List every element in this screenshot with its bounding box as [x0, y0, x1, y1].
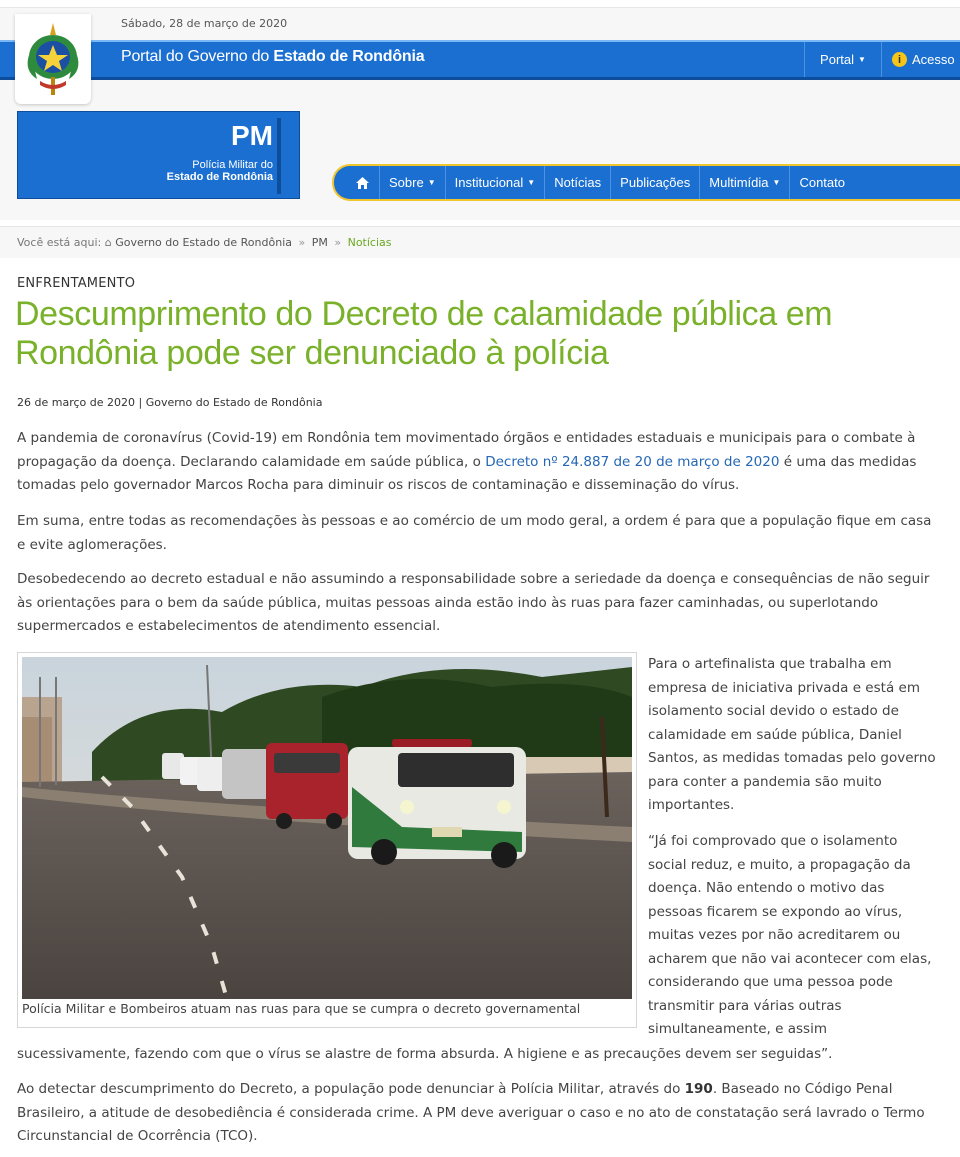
article-paragraph-4: sucessivamente, fazendo com que o vírus se alastre de forma absurda. A higiene e as precauções devem ser seguidas”.: [17, 1046, 833, 1062]
nav-item-contato[interactable]: [790, 166, 854, 199]
breadcrumb-separator: »: [334, 236, 342, 249]
nav-item-label: Sobre: [389, 175, 424, 190]
state-emblem[interactable]: [15, 14, 91, 104]
article-paragraph-3: Desobedecendo ao decreto estadual e não assumindo a responsabilidade sobre a seriedade da doença e consequências de não seguir às orientações para o bem da saúde pública, muitas pessoas ainda estão indo às ruas para fazer caminhadas, ou superlotando supermercados e estabelecimentos de atendimento essencial.: [17, 571, 930, 634]
paragraph-text: é uma das medidas tomadas pelo governador Marcos Rocha para diminuir os riscos de contaminação e disseminação do vírus.: [17, 453, 917, 493]
nav-item-institucional[interactable]: [446, 166, 546, 199]
portal-title-prefix: Portal do Governo do: [121, 48, 274, 65]
acesso-label: Acesso: [912, 52, 955, 67]
breadcrumb-home-link[interactable]: Governo do Estado de Rondônia: [115, 236, 292, 249]
pm-logo-abbr: PM: [231, 120, 273, 151]
nav-item-sobre[interactable]: [380, 166, 446, 199]
info-icon: i: [892, 52, 907, 67]
breadcrumb-prefix: Você está aqui:: [17, 236, 102, 249]
portal-title[interactable]: [121, 48, 424, 66]
decree-link[interactable]: Decreto nº 24.887 de 20 de março de 2020: [485, 453, 780, 470]
chevron-down-icon: ▼: [772, 178, 781, 187]
article-paragraph-5: [17, 1078, 937, 1149]
breadcrumb-pm-link[interactable]: PM: [311, 236, 328, 249]
portal-menu-label: Portal: [820, 52, 855, 67]
article-figure: [17, 652, 637, 1028]
nav-item-label: Notícias: [554, 175, 602, 190]
breadcrumb: [17, 236, 392, 249]
coat-of-arms-icon: [22, 19, 84, 99]
chevron-down-icon: ▼: [858, 55, 866, 64]
nav-home[interactable]: [334, 166, 380, 199]
pm-logo-name: [167, 159, 273, 183]
main-navigation: [332, 164, 960, 201]
nav-item-noticias[interactable]: [545, 166, 611, 199]
chevron-down-icon: ▼: [527, 178, 536, 187]
police-vehicles-photo[interactable]: [22, 657, 632, 999]
nav-item-label: Publicações: [620, 175, 691, 190]
paragraph-text: Ao detectar descumprimento do Decreto, a população pode denunciar à Polícia Militar, através do: [17, 1081, 685, 1097]
pm-logo-line2: Estado de Rondônia: [166, 171, 273, 183]
emergency-number: 190: [684, 1081, 713, 1097]
nav-item-publicacoes[interactable]: [611, 166, 700, 199]
paragraph-text: . Baseado no Código Penal Brasileiro, a atitude de desobediência é considerada crime. A PM deve averiguar o caso e no ato de constatação será lavrado o Termo Circunstancial de Ocorrência (TCO).: [17, 1081, 925, 1144]
pm-logo-bar: [277, 118, 281, 194]
pm-logo[interactable]: [17, 111, 300, 199]
figure-caption: Polícia Militar e Bombeiros atuam nas ruas para que se cumpra o decreto governamental: [22, 1001, 581, 1016]
article-side-paragraph-1: Para o artefinalista que trabalha em empresa de iniciativa privada e está em isolamento social devido o estado de calamidade em saúde pública, Daniel Santos, as medidas tomadas pelo governo para conter a pandemia são muito importantes.: [648, 656, 936, 813]
top-edge: [0, 0, 960, 8]
breadcrumb-current[interactable]: Notícias: [347, 236, 392, 249]
portal-menu-button[interactable]: [804, 42, 882, 77]
portal-title-state: Estado de Rondônia: [273, 48, 425, 65]
article-paragraph-1: [17, 427, 937, 498]
article-title: Descumprimento do Decreto de calamidade pública em Rondônia pode ser denunciado à polícia: [15, 295, 833, 372]
nav-item-multimidia[interactable]: [700, 166, 790, 199]
article-paragraph-2: Em suma, entre todas as recomendações às pessoas e ao comércio de um modo geral, a ordem é para que a população fique em casa e evite aglomerações.: [17, 513, 932, 553]
article-meta: 26 de março de 2020 | Governo do Estado de Rondônia: [17, 396, 323, 409]
header-date: Sábado, 28 de março de 2020: [121, 17, 288, 30]
breadcrumb-separator: »: [298, 236, 306, 249]
home-icon: [356, 177, 369, 189]
home-icon: ⌂: [104, 236, 112, 249]
nav-item-label: Contato: [799, 175, 845, 190]
article-kicker: ENFRENTAMENTO: [17, 276, 136, 291]
pm-logo-line1: Polícia Militar do: [192, 159, 273, 171]
acesso-button[interactable]: [892, 42, 960, 77]
article-side-paragraph-2: “Já foi comprovado que o isolamento social reduz, e muito, a propagação da doença. Não entendo o motivo das pessoas ficarem se expondo ao vírus, muitas vezes por não acreditarem ou acharem que não vai acontecer com elas, considerando que uma pessoa pode transmitir para várias outras simultaneamente, e assim: [648, 833, 932, 1037]
nav-item-label: Multimídia: [709, 175, 769, 190]
nav-item-label: Institucional: [454, 175, 524, 190]
paragraph-text: A pandemia de coronavírus (Covid-19) em Rondônia tem movimentado órgãos e entidades estaduais e municipais para o combate à propagação da doença. Declarando calamidade em saúde pública, o: [17, 430, 916, 470]
chevron-down-icon: ▼: [427, 178, 436, 187]
